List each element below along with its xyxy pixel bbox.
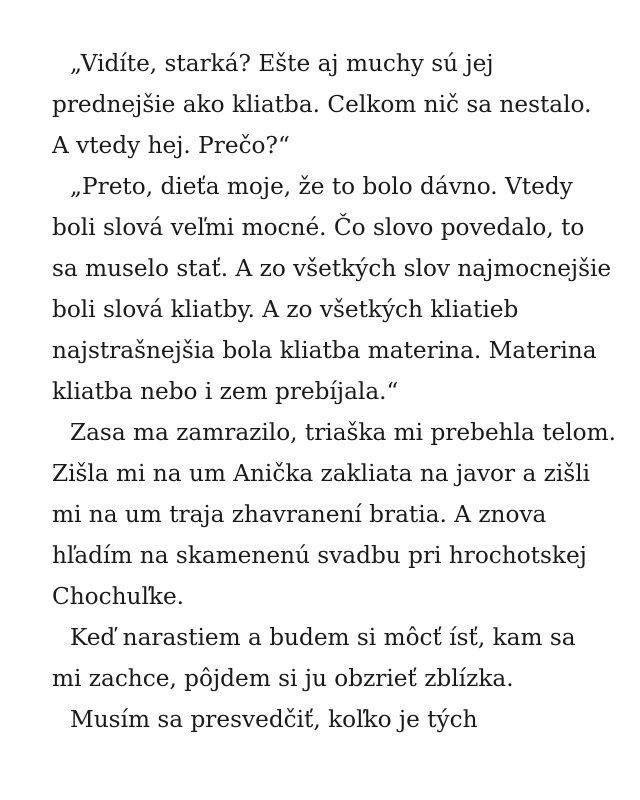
text-line: boli slová veľmi mocné. Čo slovo povedalo, to [52,214,585,241]
text-line: hľadím na skamenenú svadbu pri hrochotskej [52,542,587,569]
text-line: najstrašnejšia bola kliatba materina. Materina [52,337,597,364]
paragraph-2 [52,166,612,412]
book-page [52,43,616,740]
text-line: mi zachce, pôjdem si ju obzrieť zblízka. [52,665,514,692]
text-line: prednejšie ako kliatba. Celkom nič sa nestalo. [52,91,592,118]
text-line: „Preto, dieťa moje, že to bolo dávno. Vtedy [70,173,573,200]
text-line: Zasa ma zamrazilo, triaška mi prebehla telom. [70,419,616,446]
paragraph-3 [52,412,616,617]
text-line: sa muselo stať. A zo všetkých slov najmocnejšie [52,255,612,282]
text-line: Zišla mi na um Anička zakliata na javor a zišli [52,460,591,487]
text-line: boli slová kliatby. A zo všetkých kliatieb [52,296,519,323]
text-line: kliatba nebo i zem prebíjala.“ [52,378,399,405]
text-line: Keď narastiem a budem si môcť ísť, kam sa [70,624,576,651]
text-line: Musím sa presvedčiť, koľko je tých [70,706,478,733]
paragraph-5 [52,699,612,740]
text-line: A vtedy hej. Prečo?“ [52,132,290,159]
text-line: Chochuľke. [52,583,185,610]
paragraph-4 [52,617,612,699]
text-line: „Vidíte, starká? Ešte aj muchy sú jej [70,50,494,77]
paragraph-1 [52,43,612,166]
text-line: mi na um traja zhavranení bratia. A znova [52,501,547,528]
